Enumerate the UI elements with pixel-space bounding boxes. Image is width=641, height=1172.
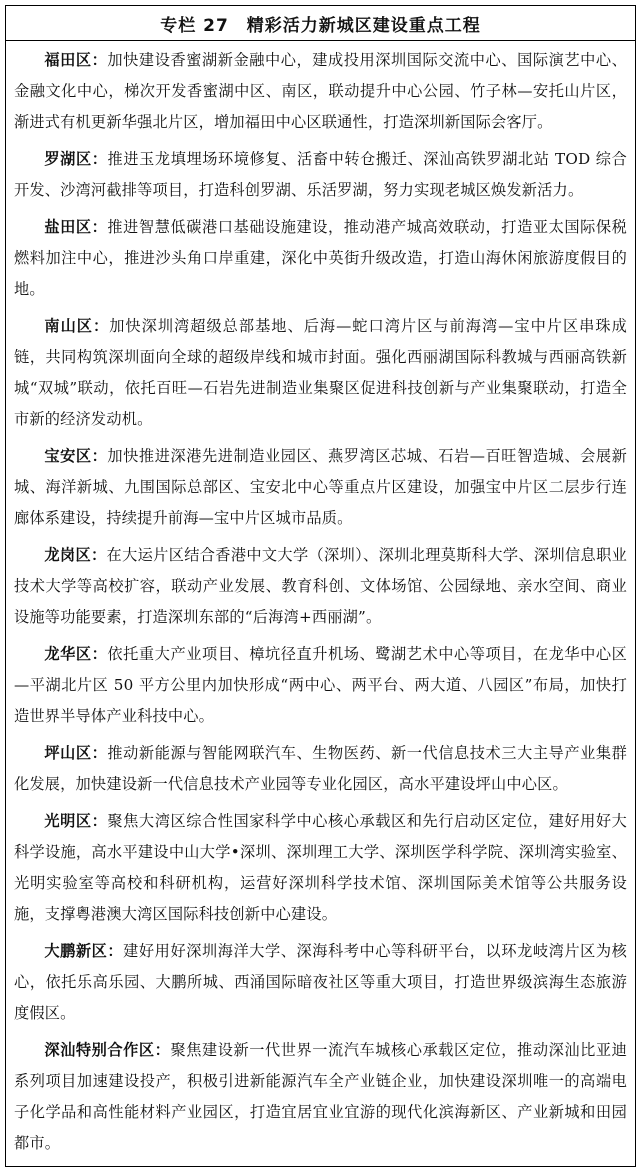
district-text: 聚焦大湾区综合性国家科学中心核心承载区和先行启动区定位，建好用好大科学设施，高水平建设中山大学•深圳、深圳理工大学、深圳医学科学院、深圳湾实验室、光明实验室等高校和科研机构，运营好深圳科学技术馆、深圳国际美术馆等公共服务设施，支撑粤港澳大湾区国际科技创新中心建设。 bbox=[14, 812, 627, 923]
district-text: 推进智慧低碳港口基础设施建设，推动港产城高效联动，打造亚太国际保税燃料加注中心，推进沙头角口岸重建，深化中英街升级改造，打造山海休闲旅游度假目的地。 bbox=[14, 218, 627, 298]
district-text: 加快深圳湾超级总部基地、后海—蛇口湾片区与前海湾—宝中片区串珠成链，共同构筑深圳面向全球的超级岸线和城市封面。强化西丽湖国际科教城与西丽高铁新城“双城”联动，依托百旺—石岩先进制造业集聚区促进科技创新与产业集聚联动，打造全市新的经济发动机。 bbox=[14, 317, 627, 428]
district-paragraph bbox=[14, 212, 627, 305]
district-name: 龙岗区： bbox=[44, 546, 107, 564]
district-name: 大鹏新区： bbox=[44, 942, 124, 960]
district-paragraph bbox=[14, 738, 627, 800]
district-text: 建好用好深圳海洋大学、深海科考中心等科研平台，以环龙岐湾片区为核心，依托乐高乐园、大鹏所城、西涌国际暗夜社区等重大项目，打造世界级滨海生态旅游度假区。 bbox=[14, 942, 627, 1022]
district-paragraph bbox=[14, 1035, 627, 1159]
district-paragraph bbox=[14, 806, 627, 930]
district-text: 推动新能源与智能网联汽车、生物医药、新一代信息技术三大主导产业集群化发展，加快建设新一代信息技术产业园等专业化园区，高水平建设坪山中心区。 bbox=[14, 744, 627, 793]
district-paragraph bbox=[14, 45, 627, 138]
district-name: 福田区： bbox=[44, 51, 108, 69]
column-box bbox=[5, 5, 636, 1167]
district-text: 在大运片区结合香港中文大学（深圳）、深圳北理莫斯科大学、深圳信息职业技术大学等高校扩容，联动产业发展、教育科创、文体场馆、公园绿地、亲水空间、商业设施等功能要素，打造深圳东部的“后海湾+西丽湖”。 bbox=[14, 546, 627, 626]
column-title: 专栏 27 精彩活力新城区建设重点工程 bbox=[6, 6, 635, 41]
district-text: 加快推进深港先进制造业园区、燕罗湾区芯城、石岩—百旺智造城、会展新城、海洋新城、九围国际总部区、宝安北中心等重点片区建设，加强宝中片区二层步行连廊体系建设，持续提升前海—宝中片区城市品质。 bbox=[14, 447, 627, 527]
district-text: 加快建设香蜜湖新金融中心，建成投用深圳国际交流中心、国际演艺中心、金融文化中心，梯次开发香蜜湖中区、南区，联动提升中心公园、竹子林—安托山片区，渐进式有机更新华强北片区，增加福田中心区联通性，打造深圳新国际会客厅。 bbox=[14, 51, 627, 131]
district-text: 依托重大产业项目、樟坑径直升机场、鹭湖艺术中心等项目，在龙华中心区—平湖北片区 50 平方公里内加快形成“两中心、两平台、两大道、八园区”布局，加快打造世界半导体产业科技中心。 bbox=[14, 645, 627, 725]
district-text: 聚焦建设新一代世界一流汽车城核心承载区定位，推动深汕比亚迪系列项目加速建设投产，积极引进新能源汽车全产业链企业，加快建设深圳唯一的高端电子化学品和高性能材料产业园区，打造宜居宜业宜游的现代化滨海新区、产业新城和田园都市。 bbox=[14, 1041, 627, 1152]
district-name: 盐田区： bbox=[44, 218, 108, 236]
district-text: 推进玉龙填埋场环境修复、活畜中转仓搬迁、深汕高铁罗湖北站 TOD 综合开发、沙湾河截排等项目，打造科创罗湖、乐活罗湖，努力实现老城区焕发新活力。 bbox=[14, 150, 627, 199]
column-content bbox=[6, 41, 635, 1159]
district-paragraph bbox=[14, 540, 627, 633]
district-name: 龙华区： bbox=[44, 645, 108, 663]
district-name: 罗湖区： bbox=[44, 150, 108, 168]
district-paragraph bbox=[14, 936, 627, 1029]
district-name: 深汕特别合作区： bbox=[44, 1041, 171, 1059]
district-name: 南山区： bbox=[44, 317, 110, 335]
district-name: 光明区： bbox=[44, 812, 108, 830]
district-paragraph bbox=[14, 639, 627, 732]
district-name: 坪山区： bbox=[44, 744, 108, 762]
district-paragraph bbox=[14, 311, 627, 435]
district-paragraph bbox=[14, 441, 627, 534]
district-name: 宝安区： bbox=[44, 447, 108, 465]
district-paragraph bbox=[14, 144, 627, 206]
